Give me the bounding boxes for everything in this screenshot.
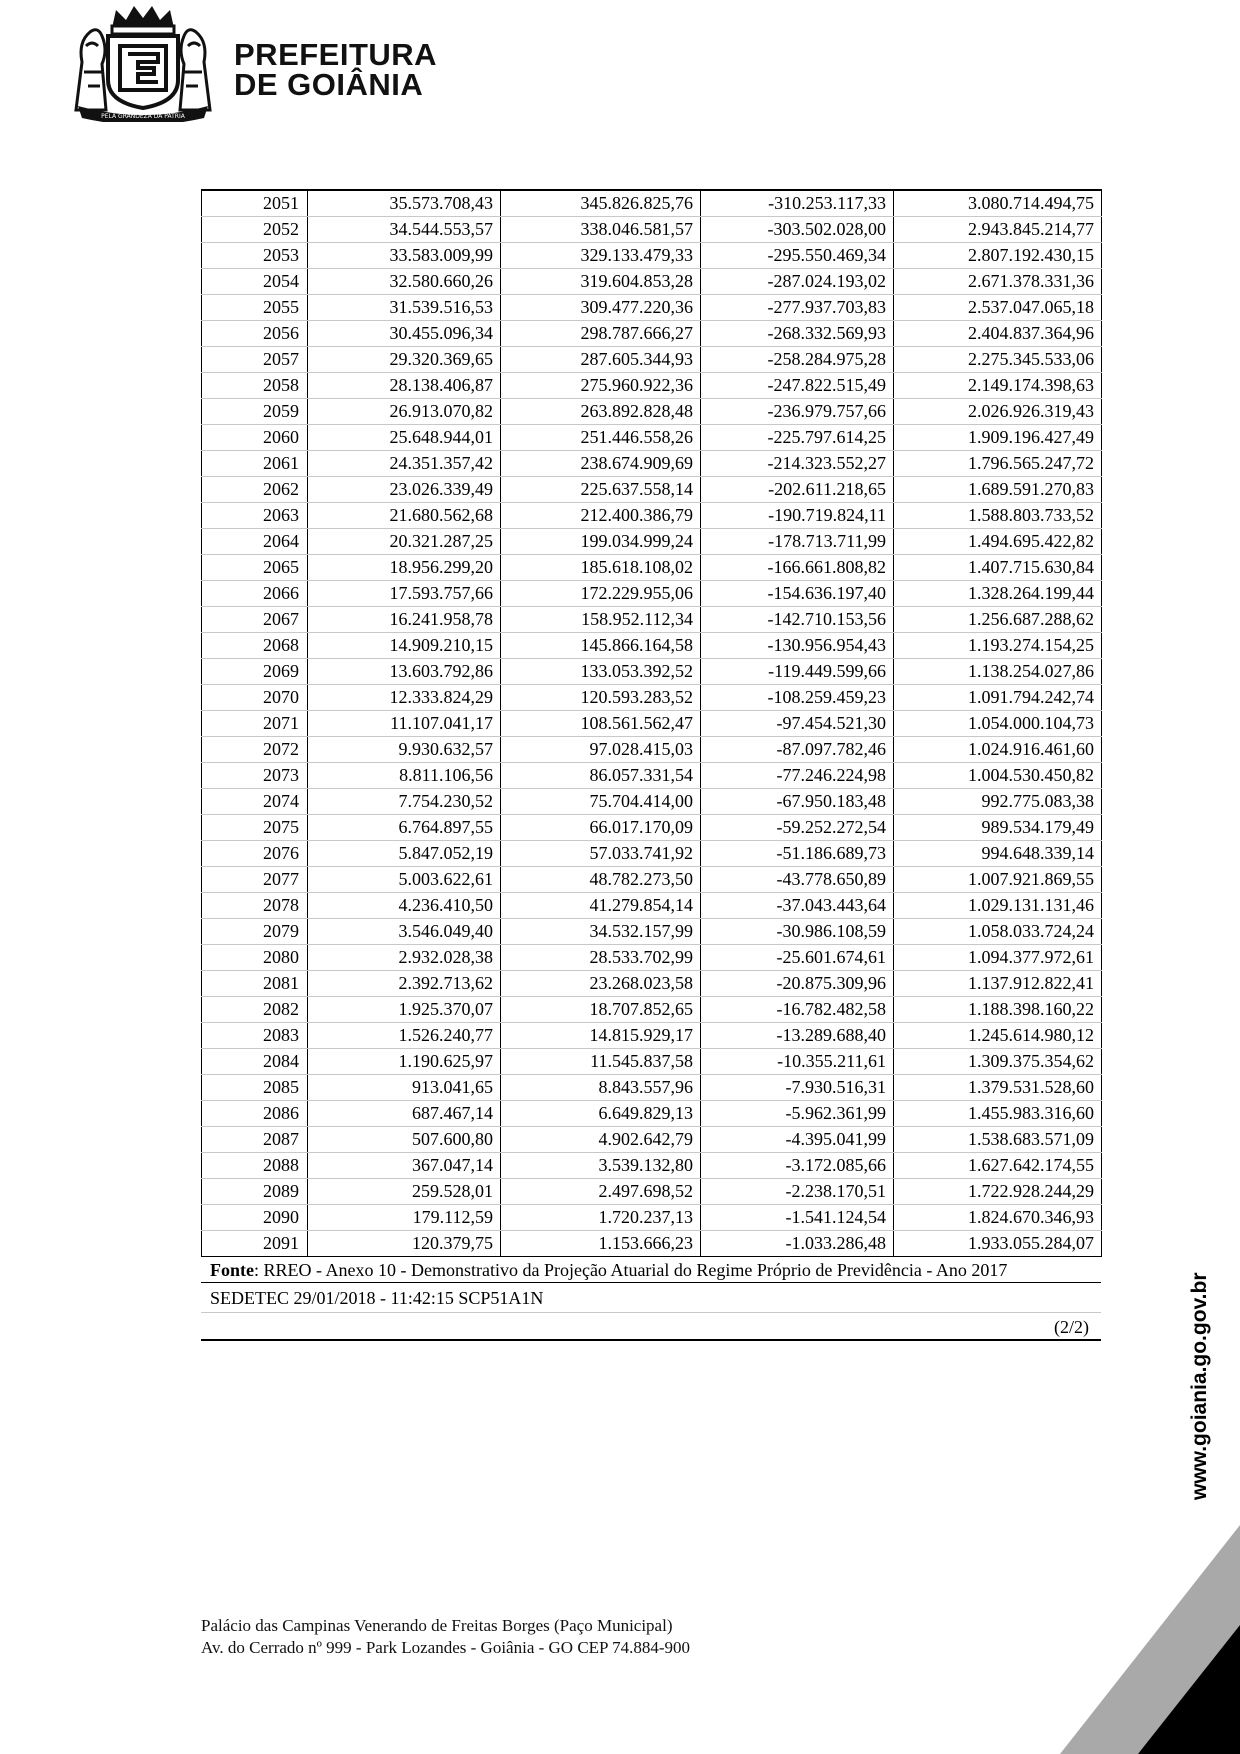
year-cell: 2051: [202, 190, 308, 217]
corner-decoration: [1060, 1525, 1240, 1754]
table-row: [202, 763, 1102, 789]
value-cell: 30.455.096,34: [308, 321, 501, 347]
value-cell: -287.024.193,02: [701, 269, 894, 295]
source-note: [201, 1257, 1101, 1283]
value-cell: -178.713.711,99: [701, 529, 894, 555]
value-cell: 238.674.909,69: [501, 451, 701, 477]
value-cell: 1.029.131.131,46: [894, 893, 1102, 919]
value-cell: 25.648.944,01: [308, 425, 501, 451]
value-cell: 57.033.741,92: [501, 841, 701, 867]
value-cell: 48.782.273,50: [501, 867, 701, 893]
value-cell: 1.722.928.244,29: [894, 1179, 1102, 1205]
year-cell: 2059: [202, 399, 308, 425]
value-cell: -20.875.309,96: [701, 971, 894, 997]
value-cell: 185.618.108,02: [501, 555, 701, 581]
value-cell: 1.188.398.160,22: [894, 997, 1102, 1023]
table-row: [202, 867, 1102, 893]
year-cell: 2074: [202, 789, 308, 815]
table-row: [202, 815, 1102, 841]
year-cell: 2086: [202, 1101, 308, 1127]
value-cell: 34.532.157,99: [501, 919, 701, 945]
table-row: [202, 841, 1102, 867]
value-cell: 158.952.112,34: [501, 607, 701, 633]
value-cell: 75.704.414,00: [501, 789, 701, 815]
value-cell: 1.824.670.346,93: [894, 1205, 1102, 1231]
value-cell: -87.097.782,46: [701, 737, 894, 763]
value-cell: 97.028.415,03: [501, 737, 701, 763]
table-row: [202, 633, 1102, 659]
value-cell: 2.149.174.398,63: [894, 373, 1102, 399]
year-cell: 2084: [202, 1049, 308, 1075]
table-row: [202, 529, 1102, 555]
value-cell: 29.320.369,65: [308, 347, 501, 373]
value-cell: 2.943.845.214,77: [894, 217, 1102, 243]
value-cell: 1.256.687.288,62: [894, 607, 1102, 633]
year-cell: 2070: [202, 685, 308, 711]
value-cell: -30.986.108,59: [701, 919, 894, 945]
year-cell: 2064: [202, 529, 308, 555]
table-row: [202, 659, 1102, 685]
value-cell: 120.593.283,52: [501, 685, 701, 711]
year-cell: 2073: [202, 763, 308, 789]
year-cell: 2072: [202, 737, 308, 763]
value-cell: 18.707.852,65: [501, 997, 701, 1023]
value-cell: 14.909.210,15: [308, 633, 501, 659]
year-cell: 2056: [202, 321, 308, 347]
brand-wordmark: [234, 37, 438, 102]
value-cell: -119.449.599,66: [701, 659, 894, 685]
table-row: [202, 1049, 1102, 1075]
value-cell: -77.246.224,98: [701, 763, 894, 789]
value-cell: 994.648.339,14: [894, 841, 1102, 867]
value-cell: 2.537.047.065,18: [894, 295, 1102, 321]
year-cell: 2088: [202, 1153, 308, 1179]
value-cell: 34.544.553,57: [308, 217, 501, 243]
table-row: [202, 321, 1102, 347]
value-cell: 28.533.702,99: [501, 945, 701, 971]
year-cell: 2079: [202, 919, 308, 945]
value-cell: 4.902.642,79: [501, 1127, 701, 1153]
value-cell: 6.764.897,55: [308, 815, 501, 841]
table-row: [202, 1127, 1102, 1153]
value-cell: 23.026.339,49: [308, 477, 501, 503]
value-cell: -310.253.117,33: [701, 190, 894, 217]
value-cell: 367.047,14: [308, 1153, 501, 1179]
value-cell: 338.046.581,57: [501, 217, 701, 243]
value-cell: 31.539.516,53: [308, 295, 501, 321]
value-cell: -5.962.361,99: [701, 1101, 894, 1127]
value-cell: 263.892.828,48: [501, 399, 701, 425]
value-cell: -25.601.674,61: [701, 945, 894, 971]
source-text: : RREO - Anexo 10 - Demonstrativo da Projeção Atuarial do Regime Próprio de Previdência - Ano 2017: [254, 1260, 1008, 1280]
value-cell: 5.847.052,19: [308, 841, 501, 867]
value-cell: 1.058.033.724,24: [894, 919, 1102, 945]
value-cell: 7.754.230,52: [308, 789, 501, 815]
table-row: [202, 243, 1102, 269]
value-cell: -258.284.975,28: [701, 347, 894, 373]
table-row: [202, 789, 1102, 815]
table-row: [202, 1179, 1102, 1205]
value-cell: 24.351.357,42: [308, 451, 501, 477]
projection-table-section: [201, 189, 1101, 1341]
value-cell: 1.526.240,77: [308, 1023, 501, 1049]
value-cell: 11.107.041,17: [308, 711, 501, 737]
value-cell: 32.580.660,26: [308, 269, 501, 295]
value-cell: 1.627.642.174,55: [894, 1153, 1102, 1179]
value-cell: 17.593.757,66: [308, 581, 501, 607]
year-cell: 2077: [202, 867, 308, 893]
value-cell: 13.603.792,86: [308, 659, 501, 685]
value-cell: 1.538.683.571,09: [894, 1127, 1102, 1153]
value-cell: 172.229.955,06: [501, 581, 701, 607]
year-cell: 2066: [202, 581, 308, 607]
year-cell: 2091: [202, 1231, 308, 1257]
value-cell: 108.561.562,47: [501, 711, 701, 737]
table-row: [202, 269, 1102, 295]
value-cell: -97.454.521,30: [701, 711, 894, 737]
value-cell: -166.661.808,82: [701, 555, 894, 581]
value-cell: -154.636.197,40: [701, 581, 894, 607]
value-cell: 1.091.794.242,74: [894, 685, 1102, 711]
table-row: [202, 217, 1102, 243]
value-cell: 989.534.179,49: [894, 815, 1102, 841]
value-cell: 259.528,01: [308, 1179, 501, 1205]
value-cell: 251.446.558,26: [501, 425, 701, 451]
value-cell: 2.392.713,62: [308, 971, 501, 997]
value-cell: 4.236.410,50: [308, 893, 501, 919]
table-row: [202, 1153, 1102, 1179]
year-cell: 2055: [202, 295, 308, 321]
value-cell: 212.400.386,79: [501, 503, 701, 529]
value-cell: 309.477.220,36: [501, 295, 701, 321]
value-cell: 1.153.666,23: [501, 1231, 701, 1257]
value-cell: -37.043.443,64: [701, 893, 894, 919]
value-cell: 1.494.695.422,82: [894, 529, 1102, 555]
value-cell: 14.815.929,17: [501, 1023, 701, 1049]
value-cell: 1.245.614.980,12: [894, 1023, 1102, 1049]
value-cell: -142.710.153,56: [701, 607, 894, 633]
value-cell: -236.979.757,66: [701, 399, 894, 425]
value-cell: 21.680.562,68: [308, 503, 501, 529]
value-cell: 275.960.922,36: [501, 373, 701, 399]
table-row: [202, 451, 1102, 477]
value-cell: 9.930.632,57: [308, 737, 501, 763]
footer-address: [201, 1615, 690, 1659]
value-cell: 199.034.999,24: [501, 529, 701, 555]
value-cell: 345.826.825,76: [501, 190, 701, 217]
value-cell: 1.925.370,07: [308, 997, 501, 1023]
year-cell: 2087: [202, 1127, 308, 1153]
year-cell: 2057: [202, 347, 308, 373]
value-cell: 35.573.708,43: [308, 190, 501, 217]
year-cell: 2052: [202, 217, 308, 243]
value-cell: 913.041,65: [308, 1075, 501, 1101]
value-cell: 1.455.983.316,60: [894, 1101, 1102, 1127]
value-cell: 8.811.106,56: [308, 763, 501, 789]
value-cell: 2.404.837.364,96: [894, 321, 1102, 347]
table-row: [202, 997, 1102, 1023]
value-cell: -10.355.211,61: [701, 1049, 894, 1075]
value-cell: -225.797.614,25: [701, 425, 894, 451]
value-cell: 41.279.854,14: [501, 893, 701, 919]
value-cell: -247.822.515,49: [701, 373, 894, 399]
year-cell: 2071: [202, 711, 308, 737]
value-cell: 26.913.070,82: [308, 399, 501, 425]
table-row: [202, 425, 1102, 451]
value-cell: 1.004.530.450,82: [894, 763, 1102, 789]
value-cell: -214.323.552,27: [701, 451, 894, 477]
value-cell: 3.539.132,80: [501, 1153, 701, 1179]
table-row: [202, 1205, 1102, 1231]
year-cell: 2053: [202, 243, 308, 269]
year-cell: 2069: [202, 659, 308, 685]
value-cell: 1.138.254.027,86: [894, 659, 1102, 685]
value-cell: -7.930.516,31: [701, 1075, 894, 1101]
value-cell: 2.807.192.430,15: [894, 243, 1102, 269]
value-cell: 2.497.698,52: [501, 1179, 701, 1205]
value-cell: 1.588.803.733,52: [894, 503, 1102, 529]
header: [68, 2, 488, 122]
value-cell: 179.112,59: [308, 1205, 501, 1231]
value-cell: 1.137.912.822,41: [894, 971, 1102, 997]
table-row: [202, 399, 1102, 425]
table-row: [202, 893, 1102, 919]
report-stamp: SEDETEC 29/01/2018 - 11:42:15 SCP51A1N: [201, 1283, 1101, 1313]
value-cell: -13.289.688,40: [701, 1023, 894, 1049]
value-cell: -51.186.689,73: [701, 841, 894, 867]
year-cell: 2083: [202, 1023, 308, 1049]
value-cell: -190.719.824,11: [701, 503, 894, 529]
value-cell: 687.467,14: [308, 1101, 501, 1127]
value-cell: 1.933.055.284,07: [894, 1231, 1102, 1257]
value-cell: 86.057.331,54: [501, 763, 701, 789]
value-cell: 18.956.299,20: [308, 555, 501, 581]
table-row: [202, 555, 1102, 581]
value-cell: 1.094.377.972,61: [894, 945, 1102, 971]
year-cell: 2080: [202, 945, 308, 971]
value-cell: 507.600,80: [308, 1127, 501, 1153]
year-cell: 2062: [202, 477, 308, 503]
value-cell: 16.241.958,78: [308, 607, 501, 633]
value-cell: 20.321.287,25: [308, 529, 501, 555]
value-cell: 992.775.083,38: [894, 789, 1102, 815]
year-cell: 2090: [202, 1205, 308, 1231]
year-cell: 2054: [202, 269, 308, 295]
value-cell: 120.379,75: [308, 1231, 501, 1257]
projection-table: [201, 189, 1102, 1257]
footer-line-1: Palácio das Campinas Venerando de Freitas Borges (Paço Municipal): [201, 1616, 673, 1635]
value-cell: 1.007.921.869,55: [894, 867, 1102, 893]
value-cell: 287.605.344,93: [501, 347, 701, 373]
value-cell: -268.332.569,93: [701, 321, 894, 347]
value-cell: 1.054.000.104,73: [894, 711, 1102, 737]
year-cell: 2089: [202, 1179, 308, 1205]
year-cell: 2076: [202, 841, 308, 867]
value-cell: 1.407.715.630,84: [894, 555, 1102, 581]
table-row: [202, 971, 1102, 997]
table-row: [202, 190, 1102, 217]
footer-line-2: Av. do Cerrado nº 999 - Park Lozandes - Goiânia - GO CEP 74.884-900: [201, 1638, 691, 1657]
value-cell: -3.172.085,66: [701, 1153, 894, 1179]
value-cell: 66.017.170,09: [501, 815, 701, 841]
value-cell: -108.259.459,23: [701, 685, 894, 711]
value-cell: 1.309.375.354,62: [894, 1049, 1102, 1075]
value-cell: -16.782.482,58: [701, 997, 894, 1023]
year-cell: 2075: [202, 815, 308, 841]
table-row: [202, 919, 1102, 945]
value-cell: 2.671.378.331,36: [894, 269, 1102, 295]
value-cell: -202.611.218,65: [701, 477, 894, 503]
value-cell: -303.502.028,00: [701, 217, 894, 243]
value-cell: -295.550.469,34: [701, 243, 894, 269]
year-cell: 2078: [202, 893, 308, 919]
value-cell: -43.778.650,89: [701, 867, 894, 893]
table-row: [202, 503, 1102, 529]
value-cell: -2.238.170,51: [701, 1179, 894, 1205]
value-cell: 1.796.565.247,72: [894, 451, 1102, 477]
year-cell: 2068: [202, 633, 308, 659]
table-row: [202, 1023, 1102, 1049]
value-cell: 133.053.392,52: [501, 659, 701, 685]
year-cell: 2081: [202, 971, 308, 997]
table-row: [202, 373, 1102, 399]
table-row: [202, 1101, 1102, 1127]
page-number: (2/2): [201, 1313, 1101, 1341]
year-cell: 2061: [202, 451, 308, 477]
value-cell: 28.138.406,87: [308, 373, 501, 399]
brand-line-2: DE GOIÂNIA: [234, 67, 424, 102]
website-url: www.goiania.go.gov.br: [1188, 1272, 1211, 1500]
year-cell: 2082: [202, 997, 308, 1023]
value-cell: -130.956.954,43: [701, 633, 894, 659]
value-cell: 8.843.557,96: [501, 1075, 701, 1101]
table-row: [202, 737, 1102, 763]
coat-of-arms-icon: [68, 2, 218, 122]
value-cell: 1.190.625,97: [308, 1049, 501, 1075]
value-cell: -277.937.703,83: [701, 295, 894, 321]
value-cell: 1.328.264.199,44: [894, 581, 1102, 607]
year-cell: 2058: [202, 373, 308, 399]
value-cell: -59.252.272,54: [701, 815, 894, 841]
value-cell: 2.275.345.533,06: [894, 347, 1102, 373]
value-cell: 1.379.531.528,60: [894, 1075, 1102, 1101]
table-row: [202, 295, 1102, 321]
value-cell: 329.133.479,33: [501, 243, 701, 269]
value-cell: 319.604.853,28: [501, 269, 701, 295]
value-cell: 33.583.009,99: [308, 243, 501, 269]
table-row: [202, 347, 1102, 373]
year-cell: 2065: [202, 555, 308, 581]
value-cell: 225.637.558,14: [501, 477, 701, 503]
projection-table-body: [202, 190, 1102, 1257]
value-cell: 11.545.837,58: [501, 1049, 701, 1075]
value-cell: 1.193.274.154,25: [894, 633, 1102, 659]
year-cell: 2060: [202, 425, 308, 451]
year-cell: 2063: [202, 503, 308, 529]
table-row: [202, 477, 1102, 503]
value-cell: -1.033.286,48: [701, 1231, 894, 1257]
table-row: [202, 711, 1102, 737]
value-cell: 2.026.926.319,43: [894, 399, 1102, 425]
emblem-motto: PELA GRANDEZA DA PÁTRIA: [101, 113, 185, 120]
table-row: [202, 945, 1102, 971]
value-cell: 23.268.023,58: [501, 971, 701, 997]
value-cell: -67.950.183,48: [701, 789, 894, 815]
value-cell: -4.395.041,99: [701, 1127, 894, 1153]
value-cell: 5.003.622,61: [308, 867, 501, 893]
brand-line-1: PREFEITURA: [234, 37, 438, 72]
table-row: [202, 607, 1102, 633]
value-cell: 3.080.714.494,75: [894, 190, 1102, 217]
value-cell: 2.932.028,38: [308, 945, 501, 971]
year-cell: 2085: [202, 1075, 308, 1101]
source-label: Fonte: [210, 1260, 254, 1280]
year-cell: 2067: [202, 607, 308, 633]
table-row: [202, 581, 1102, 607]
value-cell: 3.546.049,40: [308, 919, 501, 945]
value-cell: 1.909.196.427,49: [894, 425, 1102, 451]
value-cell: 1.689.591.270,83: [894, 477, 1102, 503]
value-cell: 1.024.916.461,60: [894, 737, 1102, 763]
value-cell: 145.866.164,58: [501, 633, 701, 659]
value-cell: -1.541.124,54: [701, 1205, 894, 1231]
value-cell: 298.787.666,27: [501, 321, 701, 347]
table-row: [202, 1231, 1102, 1257]
table-row: [202, 685, 1102, 711]
value-cell: 12.333.824,29: [308, 685, 501, 711]
value-cell: 6.649.829,13: [501, 1101, 701, 1127]
table-row: [202, 1075, 1102, 1101]
value-cell: 1.720.237,13: [501, 1205, 701, 1231]
